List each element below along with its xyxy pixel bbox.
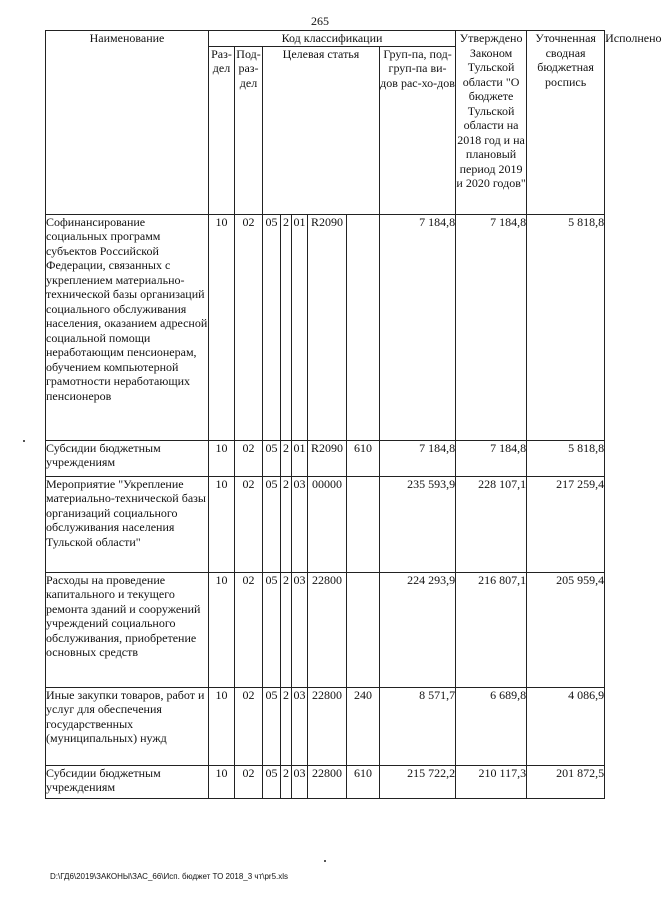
row-executed: 4 086,9 <box>527 687 605 765</box>
header-row-1: Наименование Код классификации Утверждено Законом Тульской области "О бюджете Тульской области на 2018 год и на плановый период 2019 и 2020 годов" Уточненная сводная бюджетная роспись Исполнено <box>46 31 605 47</box>
row-group: 240 <box>347 687 380 765</box>
header-podrazdel: Под-раз-дел <box>235 46 263 214</box>
table-row <box>46 572 605 687</box>
row-approved: 8 571,7 <box>380 687 456 765</box>
row-razdel: 10 <box>209 572 235 687</box>
row-approved: 7 184,8 <box>380 440 456 476</box>
row-target-program: 05 <box>263 440 281 476</box>
header-refined: Уточненная сводная бюджетная роспись <box>527 31 605 215</box>
row-executed: 205 959,4 <box>527 572 605 687</box>
row-name: Софинансирование социальных программ субъектов Российской Федерации, связанных с укреплением материально-технической базы организаций социального обслуживания населения, оказанием адресной социальной помощи неработающим пенсионерам, обучением компьютерной грамотности неработающих пенсионеров <box>46 214 209 440</box>
row-refined: 216 807,1 <box>456 572 527 687</box>
table-row <box>46 214 605 440</box>
row-razdel: 10 <box>209 476 235 572</box>
row-approved: 215 722,2 <box>380 765 456 798</box>
row-podrazdel: 02 <box>235 572 263 687</box>
row-target-subprogram: 2 <box>281 440 292 476</box>
row-group <box>347 572 380 687</box>
row-target-program: 05 <box>263 476 281 572</box>
row-podrazdel: 02 <box>235 476 263 572</box>
row-target-direction: 00000 <box>308 476 347 572</box>
row-podrazdel: 02 <box>235 765 263 798</box>
row-target-event: 03 <box>292 687 308 765</box>
row-executed: 217 259,4 <box>527 476 605 572</box>
row-executed: 5 818,8 <box>527 440 605 476</box>
row-target-event: 01 <box>292 214 308 440</box>
row-target-subprogram: 2 <box>281 214 292 440</box>
row-name: Иные закупки товаров, работ и услуг для обеспечения государственных (муниципальных) нужд <box>46 687 209 765</box>
row-name: Субсидии бюджетным учреждениям <box>46 440 209 476</box>
row-refined: 7 184,8 <box>456 214 527 440</box>
row-target-subprogram: 2 <box>281 572 292 687</box>
row-refined: 6 689,8 <box>456 687 527 765</box>
row-approved: 235 593,9 <box>380 476 456 572</box>
row-target-program: 05 <box>263 572 281 687</box>
row-target-subprogram: 2 <box>281 765 292 798</box>
table-row <box>46 687 605 765</box>
page-number: 265 <box>311 14 329 28</box>
budget-table <box>45 30 662 799</box>
row-podrazdel: 02 <box>235 687 263 765</box>
header-name: Наименование <box>46 31 209 215</box>
table-row <box>46 440 605 476</box>
row-target-program: 05 <box>263 687 281 765</box>
table-row <box>46 476 605 572</box>
row-group: 610 <box>347 765 380 798</box>
scan-speck <box>23 440 25 442</box>
row-approved: 7 184,8 <box>380 214 456 440</box>
row-target-program: 05 <box>263 765 281 798</box>
row-target-event: 03 <box>292 765 308 798</box>
row-group: 610 <box>347 440 380 476</box>
row-target-event: 03 <box>292 572 308 687</box>
row-razdel: 10 <box>209 765 235 798</box>
row-target-program: 05 <box>263 214 281 440</box>
header-razdel: Раз-дел <box>209 46 235 214</box>
row-target-direction: R2090 <box>308 214 347 440</box>
row-razdel: 10 <box>209 687 235 765</box>
row-razdel: 10 <box>209 214 235 440</box>
row-refined: 7 184,8 <box>456 440 527 476</box>
row-name: Мероприятие "Укрепление материально-технической базы организаций социального обслуживания населения Тульской области" <box>46 476 209 572</box>
row-group <box>347 476 380 572</box>
row-razdel: 10 <box>209 440 235 476</box>
row-target-direction: R2090 <box>308 440 347 476</box>
row-name: Субсидии бюджетным учреждениям <box>46 765 209 798</box>
file-path-footer: D:\ГД6\2019\ЗАКОНЫ\ЗАС_66\Исп. бюджет ТО 2018_3 чт\pr5.xls <box>50 872 289 881</box>
header-group: Груп-па, под-груп-па ви-дов рас-хо-дов <box>380 46 456 214</box>
row-target-direction: 22800 <box>308 765 347 798</box>
row-name: Расходы на проведение капитального и текущего ремонта зданий и сооружений учреждений социального обслуживания, приобретение основных средств <box>46 572 209 687</box>
row-executed: 5 818,8 <box>527 214 605 440</box>
row-refined: 228 107,1 <box>456 476 527 572</box>
table-row <box>46 765 605 798</box>
row-target-subprogram: 2 <box>281 687 292 765</box>
row-refined: 210 117,3 <box>456 765 527 798</box>
row-executed: 201 872,5 <box>527 765 605 798</box>
row-target-direction: 22800 <box>308 687 347 765</box>
header-target: Целевая статья <box>263 46 380 214</box>
row-approved: 224 293,9 <box>380 572 456 687</box>
scan-speck <box>324 860 326 862</box>
row-target-subprogram: 2 <box>281 476 292 572</box>
header-code-group: Код классификации <box>209 31 456 47</box>
row-podrazdel: 02 <box>235 440 263 476</box>
row-target-direction: 22800 <box>308 572 347 687</box>
row-podrazdel: 02 <box>235 214 263 440</box>
header-approved: Утверждено Законом Тульской области "О бюджете Тульской области на 2018 год и на плановый период 2019 и 2020 годов" <box>456 31 527 215</box>
row-target-event: 03 <box>292 476 308 572</box>
row-target-event: 01 <box>292 440 308 476</box>
row-group <box>347 214 380 440</box>
